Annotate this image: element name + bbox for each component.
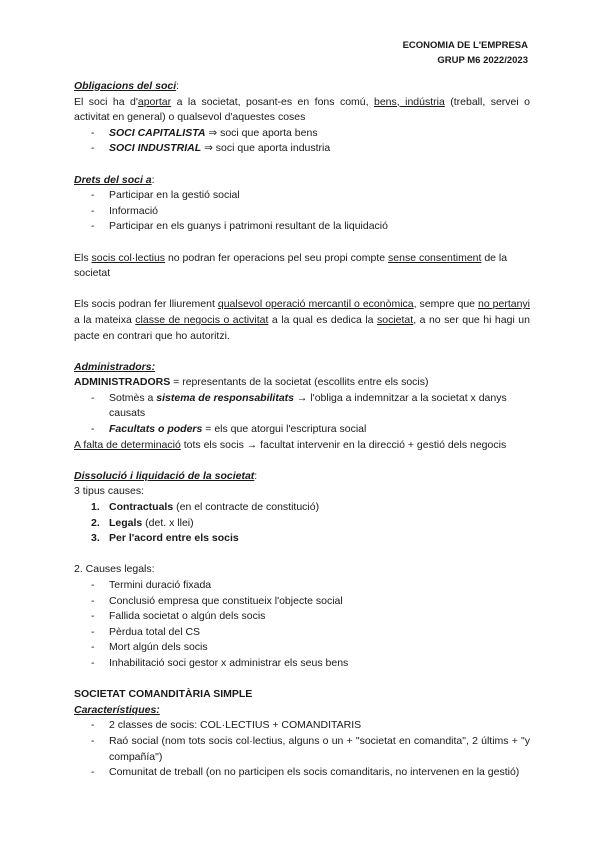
header-course: ECONOMIA DE L'EMPRESA [402, 40, 528, 51]
list-item [74, 141, 530, 157]
text-run: = els que atorgui l'escriptura social [202, 423, 367, 436]
list-item [74, 625, 530, 641]
numbered-item-text [109, 500, 319, 516]
list-item-text: Comunitat de treball (on no participen els socis comanditaris, no intervenen en la gestió) [109, 766, 520, 779]
text-run: ⇒ soci que aporta bens [205, 126, 318, 139]
dash-bullet: - [91, 734, 95, 747]
section-heading-obligacions [74, 79, 530, 95]
underlined-term: A falta de determinació [74, 438, 181, 451]
dash-bullet: - [91, 594, 95, 607]
text-run: , a no ser que hi hagi un pacte en contrari que ho autoritzi. [74, 313, 530, 342]
text-run: no podran fer operacions pel seu propi compte [165, 251, 389, 264]
list-item [74, 126, 530, 142]
list-item [74, 734, 530, 765]
text-run: Els [74, 251, 92, 264]
list-item [74, 640, 530, 656]
dash-bullet: - [91, 610, 95, 623]
text-run: a la mateixa [74, 313, 136, 326]
text-run: (treball, servei o activitat en general) o qualsevol d'aquestes coses [74, 95, 530, 124]
list-item [74, 188, 530, 204]
list-item-text: Mort algún dels socis [109, 641, 208, 654]
text-run: de la societat [74, 251, 508, 280]
text-run: Els socis podran fer lliurement [74, 298, 218, 311]
text-run: = representants de la societat (escollits entre els socis) [170, 376, 429, 389]
dissolucio-intro: 3 tipus causes: [74, 485, 145, 498]
bold-term: Facultats o poders [109, 423, 203, 436]
list-item [74, 594, 530, 610]
bold-term: Legals [109, 516, 143, 529]
text-run: a la societat, posant-es en fons comú, [171, 95, 374, 108]
dash-bullet: - [91, 641, 95, 654]
underlined-term: qualsevol operació mercantil o econòmica [217, 298, 414, 311]
dash-bullet: - [91, 142, 95, 155]
subtitle-text: Característiques: [74, 703, 160, 716]
section-heading-administradors [74, 360, 530, 376]
underlined-term: no pertanyi [478, 298, 531, 311]
underlined-term: sense consentiment [388, 251, 482, 264]
dash-bullet: - [91, 204, 95, 217]
comanditaria-subtitle [74, 703, 530, 719]
numbered-item-text [109, 516, 194, 532]
bold-term: ADMINISTRADORS [74, 376, 171, 389]
section-heading-dissolucio [74, 469, 530, 485]
dissolucio-title: Dissolució i liquidació de la societat [74, 469, 255, 482]
list-item [74, 656, 530, 672]
dissolucio-colon: : [254, 469, 258, 482]
list-item [74, 578, 530, 594]
underlined-term: societat [377, 313, 414, 326]
list-item-text [109, 126, 530, 142]
list-item-text: Termini duració fixada [109, 579, 212, 591]
dash-bullet: - [91, 220, 95, 233]
text-run: (en el contracte de constitució) [173, 501, 320, 514]
list-item [74, 718, 530, 734]
list-item [74, 422, 530, 438]
item-number: 2. [91, 516, 100, 529]
document-body [74, 79, 530, 781]
administradors-definition [74, 375, 530, 391]
administradors-title: Administradors: [74, 360, 156, 373]
numbered-item-text: Per l'acord entre els socis [109, 532, 239, 545]
text-run: → l'obliga a indemnitzar a la societat x danys causats [109, 391, 507, 420]
underlined-term: aportar [137, 95, 172, 108]
underlined-term: socis col·lectius [91, 251, 166, 264]
numbered-item [74, 531, 530, 547]
bold-term: Contractuals [109, 501, 174, 514]
text-run: tots els socis → facultat intervenir en la direcció + gestió dels negocis [180, 438, 507, 451]
list-item-text: Participar en la gestió social [109, 189, 240, 202]
dash-bullet: - [91, 719, 95, 732]
dash-bullet: - [91, 766, 95, 779]
list-item [74, 204, 530, 220]
list-item-text: 2 classes de socis: COL·LECTIUS + COMANDITARIS [109, 719, 362, 732]
item-number: 3. [91, 532, 100, 545]
administradors-note [74, 438, 530, 454]
list-item-text: Conclusió empresa que constitueix l'objecte social [109, 594, 343, 607]
page-header [403, 38, 528, 68]
dash-bullet: - [91, 189, 95, 202]
list-item-text: Inhabilitació soci gestor x administrar els seus bens [109, 656, 349, 669]
underlined-term: classe de negocis o activitat [135, 313, 269, 326]
dash-bullet: - [91, 126, 95, 139]
dash-bullet: - [91, 656, 95, 669]
dash-bullet: - [91, 625, 95, 638]
drets-title: Drets del soci a [74, 173, 152, 186]
numbered-item [74, 500, 530, 516]
bold-term: SOCI CAPITALISTA [109, 126, 206, 139]
list-item-text: Pèrdua total del CS [109, 625, 201, 638]
list-item-text: Raó social (nom tots socis col·lectius, alguns o un + "societat en comandita", 2 últims + "y compañía") [109, 734, 530, 763]
list-item-text [109, 422, 530, 438]
text-run: Sotmès a [109, 391, 157, 404]
text-run: a la qual es dedica la [268, 313, 377, 326]
list-item [74, 609, 530, 625]
list-item [74, 765, 530, 781]
text-run: ⇒ soci que aporta industria [201, 142, 331, 155]
list-item-text [109, 141, 530, 157]
section-heading-drets [74, 173, 530, 189]
obligacions-colon: : [176, 80, 180, 92]
list-item-text: Participar en els guanys i patrimoni resultant de la liquidació [109, 220, 388, 233]
obligacions-paragraph [74, 95, 530, 126]
bold-term: sistema de responsabilitats [156, 391, 295, 404]
dash-bullet: - [91, 391, 95, 404]
section-heading-comanditaria: SOCIETAT COMANDITÀRIA SIMPLE [74, 688, 253, 701]
item-number: 1. [91, 501, 100, 514]
bold-term: SOCI INDUSTRIAL [109, 142, 202, 155]
text-run: (det. x llei) [142, 516, 194, 529]
paragraph-lliurement [74, 297, 530, 344]
list-item-text: Informació [109, 204, 159, 217]
text-run: , sempre que [413, 298, 478, 311]
list-item [74, 391, 530, 422]
dash-bullet: - [91, 579, 95, 591]
list-item [74, 219, 530, 235]
paragraph-socis-collectius [74, 251, 530, 282]
text-run: El soci ha d' [74, 95, 138, 108]
header-group: GRUP M6 2022/2023 [437, 55, 528, 66]
underlined-term: bens, indústria [374, 95, 445, 108]
dash-bullet: - [91, 423, 95, 436]
obligacions-title: Obligacions del soci [74, 80, 177, 92]
list-item-text: Fallida societat o algún dels socis [109, 610, 266, 623]
list-item-text [109, 391, 530, 422]
drets-colon: : [151, 173, 155, 186]
numbered-item [74, 516, 530, 532]
causes-legals-title: 2. Causes legals: [74, 563, 155, 576]
